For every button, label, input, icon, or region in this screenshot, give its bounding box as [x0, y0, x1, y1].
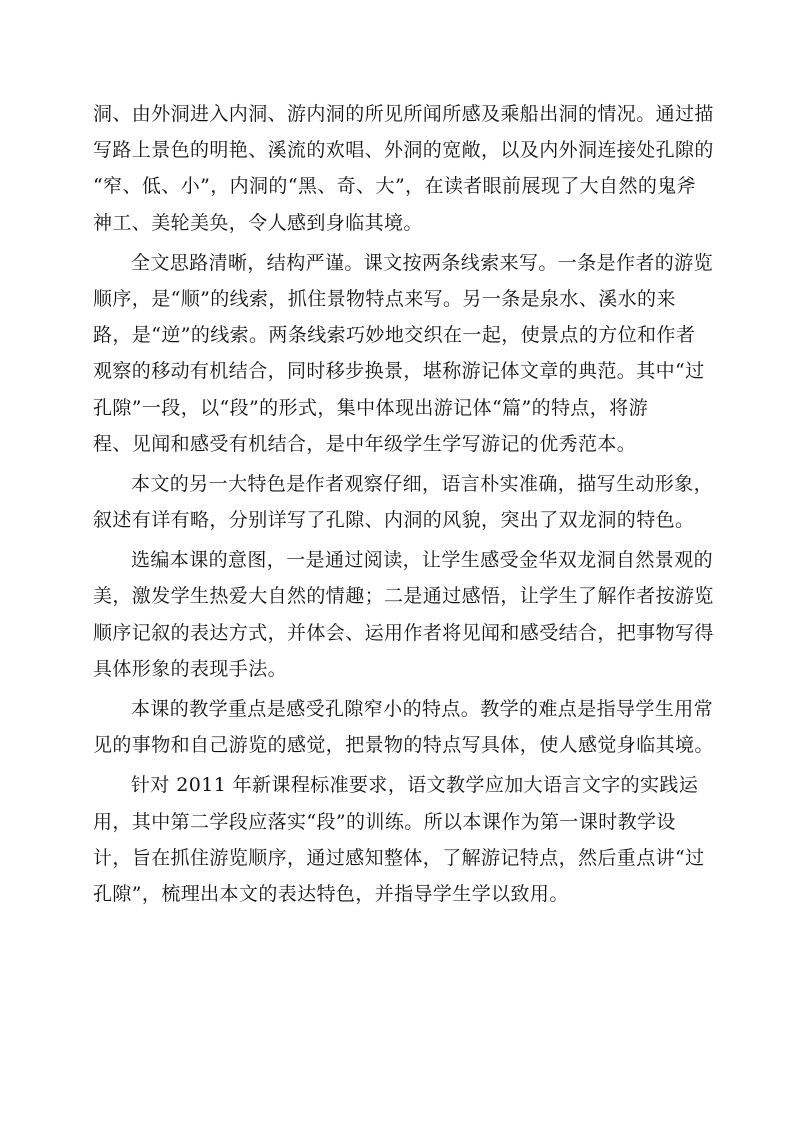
paragraph	[93, 466, 714, 538]
text-line: 观察的移动有机结合，同时移步换景，堪称游记体文章的典范。其中“过	[93, 360, 705, 383]
text-line: 全文思路清晰，结构严谨。课文按两条线索来写。一条是作者的游览	[131, 251, 714, 274]
text-line: 本文的另一大特色是作者观察仔细，语言朴实准确，描写生动形象，	[131, 472, 714, 495]
text-line: 选编本课的意图，一是通过阅读，让学生感受金华双龙洞自然景观的	[131, 549, 714, 572]
text-line: 顺序，是“顺”的线索，抓住景物特点来写。另一条是泉水、溪水的来	[93, 287, 676, 310]
text-line: 洞、由外洞进入内洞、游内洞的所见所闻所感及乘船出洞的情况。通过描	[93, 103, 714, 125]
text-line: 计，旨在抓住游览顺序，通过感知整体，了解游记特点，然后重点讲“过	[93, 846, 705, 869]
text-line: 针对 2011 年新课程标准要求，语文教学应加大语言文字的实践运	[131, 774, 699, 797]
text-line: 写路上景色的明艳、溪流的欢唱、外洞的宽敞，以及内外洞连接处孔隙的	[93, 139, 714, 162]
text-line: 用，其中第二学段应落实“段”的训练。所以本课作为第一课时教学设	[93, 810, 676, 833]
text-line: 见的事物和自己游览的感觉，把景物的特点写具体，使人感觉身临其境。	[93, 734, 714, 757]
text-line: 孔隙”一段，以“段”的形式，集中体现出游记体“篇”的特点，将游	[93, 396, 648, 419]
paragraph	[93, 767, 703, 912]
text-line: 具体形象的表现手法。	[93, 657, 288, 680]
document-body	[93, 96, 714, 912]
text-line: 叙述有详有略，分别详写了孔隙、内洞的风貌，突出了双龙洞的特色。	[93, 509, 695, 532]
text-line: 本课的教学重点是感受孔隙窄小的特点。教学的难点是指导学生用常	[131, 698, 714, 720]
paragraph	[93, 691, 714, 763]
paragraph	[93, 245, 714, 462]
text-line: 程、见闻和感受有机结合，是中年级学生学写游记的优秀范本。	[93, 432, 637, 455]
text-line: 顺序记叙的表达方式，并体会、运用作者将见闻和感受结合，把事物写得	[93, 621, 714, 644]
paragraph	[93, 542, 714, 687]
text-line: 美，激发学生热爱大自然的情趣；二是通过感悟，让学生了解作者按游览	[93, 585, 714, 608]
text-line: “窄、低、小”，内洞的“黑、奇、大”，在读者眼前展现了大自然的鬼斧	[93, 175, 697, 198]
text-line: 路，是“逆”的线索。两条线索巧妙地交织在一起，使景点的方位和作者	[93, 324, 696, 347]
paragraph	[93, 96, 714, 241]
text-line: 孔隙”，梳理出本文的表达特色，并指导学生学以致用。	[93, 882, 569, 905]
text-line: 神工、美轮美奂，令人感到身临其境。	[93, 211, 423, 234]
